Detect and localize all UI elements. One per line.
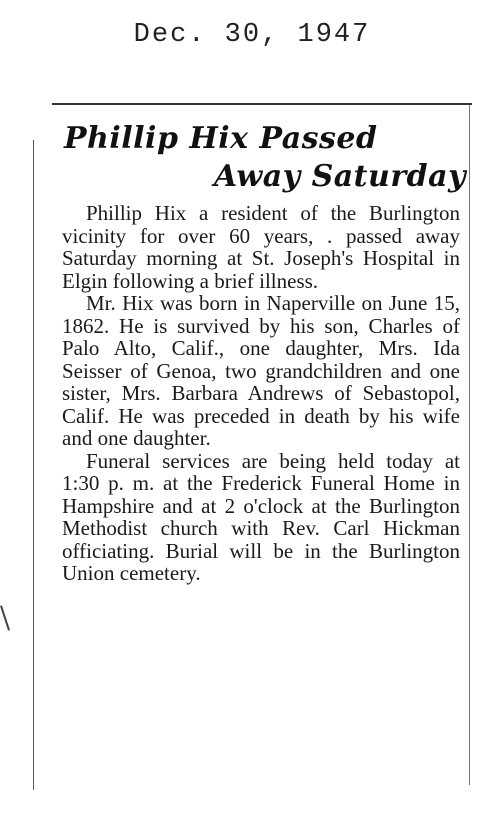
clipping-left-edge xyxy=(33,140,34,790)
article-paragraph: Funeral services are being held today at 1:30 p. m. at the Frederick Funeral Home in Hampshire and at 2 o'clock at the Burlington Methodist church with Rev. Carl Hickman officiating. Burial will be in the Burlington Union cemetery. xyxy=(62,448,460,585)
headline-line-1: Phillip Hix Passed xyxy=(64,121,378,156)
article-body xyxy=(62,202,460,585)
scissor-mark xyxy=(0,605,10,630)
article-paragraph: Mr. Hix was born in Naperville on June 15, 1862. He is survived by his son, Charles of Palo Alto, Calif., one daughter, Mrs. Ida Seisser of Genoa, two grandchildren and one sister, Mrs. Barbara Andrews of Sebastopol, Calif. He was preceded in death by his wife and one daughter. xyxy=(62,291,460,450)
article-paragraph: Phillip Hix a resident of the Burlington vicinity for over 60 years, . passed away Saturday morning at St. Joseph's Hospital in Elgin following a brief illness. xyxy=(62,201,460,293)
top-rule xyxy=(52,103,472,105)
date-stamp: Dec. 30, 1947 xyxy=(133,20,371,50)
headline-line-2: Away Saturday xyxy=(213,159,466,194)
clipping-right-edge xyxy=(469,105,470,785)
headline xyxy=(60,120,470,196)
